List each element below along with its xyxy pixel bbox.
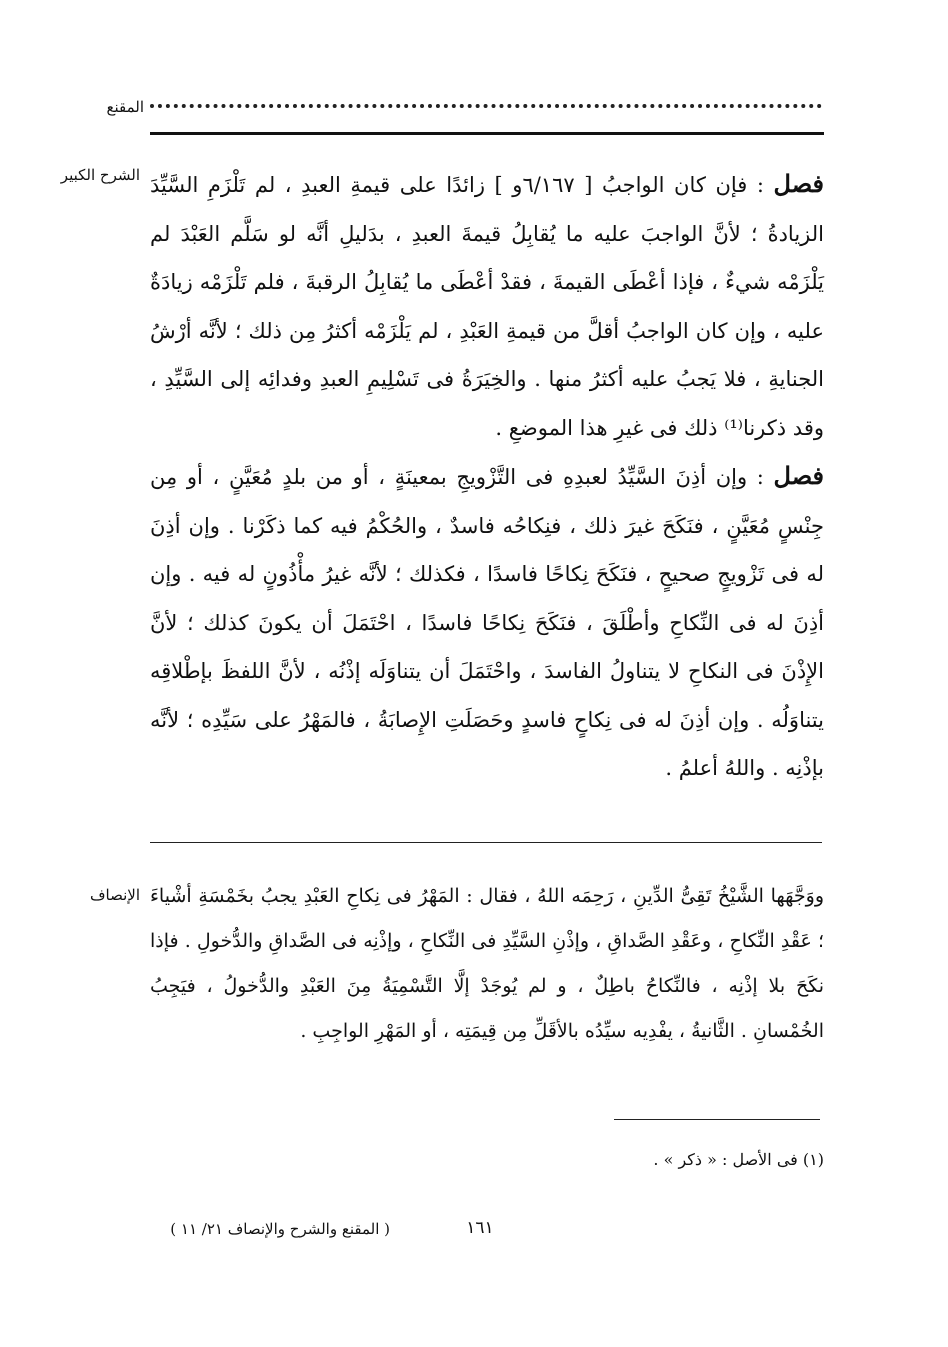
- page-number: ١٦١: [466, 1218, 494, 1238]
- paragraph-text: : فإن كان الواجبُ [ ٦/١٦٧و ] زائدًا على قيمةِ العبدِ ، لم تَلْزَمِ السَّيِّدَ الزيادةُ ؛ لأنَّ الواجبَ عليه ما يُقابِلُ قيمةَ العبدِ ، بدَليلِ أنَّه لو سَلَّم العَبْدَ لم يَلْزَمْه شيءٌ ، فإذا أعْطَى القيمةَ ، فقدْ أعْطَى ما يُقابِلُ الرقبةَ ، فلم تَلْزَمْه زيادَةٌ عليه ، وإن كان الواجبُ أقلَّ من قيمةِ العَبْدِ ، لم يَلْزَمْه أكثرُ مِن ذلك ؛ لأنَّه أرْشُ الجنايةِ ، فلا يَجبُ عليه أكثرُ منها . والخِيَرَةُ فى تَسْلِيمِ العبدِ وفدائِه إلى السَّيِّدِ ، وقد ذكرنا⁽¹⁾ ذلك فى غيرِ هذا الموضعِ .: [150, 173, 824, 440]
- header-book-title: المقنع: [106, 98, 144, 116]
- margin-label-insaf: الإنصاف: [89, 886, 140, 904]
- footnote: (١) فى الأصل : « ذكر » .: [653, 1150, 824, 1169]
- insaf-text-block: [150, 874, 824, 1054]
- header-dotted-leader: [150, 104, 822, 108]
- header-rule: [150, 132, 824, 135]
- sharh-text-block: [150, 160, 824, 793]
- insaf-paragraph: ووَجَّهَها الشَّيْخُ تَقِىُّ الدِّينِ ، رَحِمَه اللهُ ، فقال : المَهْرُ فى نِكاحِ العَبْدِ يجبُ بخَمْسَةِ أشْياءَ ؛ عَقْدِ النِّكاحِ ، وعَقْدِ الصَّداقِ ، وإذْنِ السَّيِّدِ فى النِّكاحِ ، وإذْنِه فى الصَّداقِ والدُّخولِ . فإذا نكَحَ بلا إذْنِه ، فالنِّكاحُ باطِلٌ ، و لم يُوجَدْ إلَّا التَّسْمِيَةُ مِنَ العَبْدِ والدُّخولُ ، فيَجِبُ الخُمْسانِ . الثَّانيةُ ، يفْدِيه سيِّدُه بالأقَلِّ مِن قِيمَتِه ، أو المَهْرِ الواجِبِ .: [150, 885, 824, 1042]
- paragraph-text: : وإن أذِنَ السَّيِّدُ لعبدِهِ فى التَّزْويجِ بمعينَةٍ ، أو من بلدٍ مُعَيَّنٍ ، أو مِن جِنْسٍ مُعَيَّنٍ ، فنَكَحَ غيرَ ذلك ، فنِكاحُه فاسدٌ ، والحُكْمُ فيه كما ذكَرْنا . وإن أذِنَ له فى تَزْويجٍ صحيحٍ ، فنَكَحَ نِكاحًا فاسدًا ، فكذلك ؛ لأنَّه غيرُ مأْذُونٍ له فيه . وإن أذِنَ له فى النِّكاحِ وأطْلَقَ ، فنَكَحَ نِكاحًا فاسدًا ، احْتَمَلَ أن يكونَ كذلك ؛ لأنَّ الإِذْنَ فى النكاحِ لا يتناولُ الفاسدَ ، واحْتَمَلَ أن يتناوَلَه إذْنُه ، لأنَّ اللفظَ بإطْلاقِه يتناوَلُه . وإن أذِنَ له فى نِكاحٍ فاسدٍ وحَصَلَتِ الإِصابَةُ ، فالمَهْرُ على سَيِّدِه ؛ لأنَّه بإذْنِه . واللهُ أعلمُ .: [150, 465, 824, 780]
- volume-reference: ( المقنع والشرح والإنصاف ٢١/ ١١ ): [170, 1220, 390, 1238]
- footnote-rule: [614, 1119, 820, 1120]
- paragraph-1: [150, 160, 824, 452]
- paragraph-2: [150, 452, 824, 793]
- margin-label-sharh: الشرح الكبير: [60, 166, 140, 184]
- section-divider: [150, 842, 822, 843]
- section-heading: فصل: [773, 169, 824, 198]
- section-heading: فصل: [773, 461, 824, 490]
